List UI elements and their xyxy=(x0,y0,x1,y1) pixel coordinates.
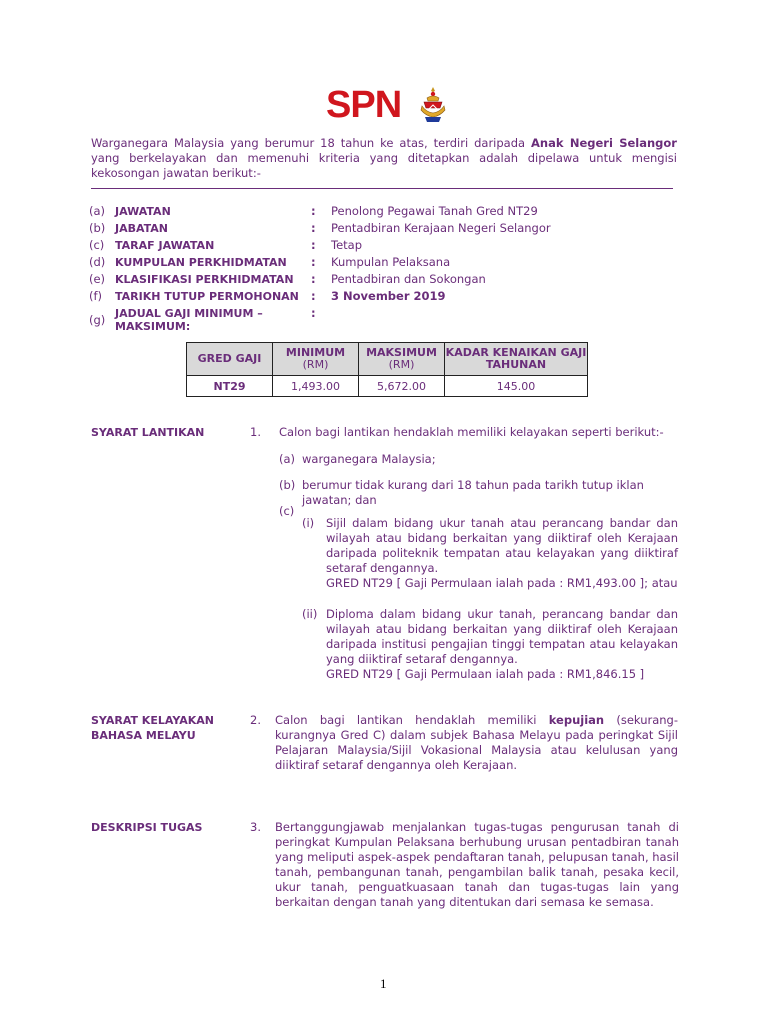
item-letter: (c) xyxy=(279,504,295,518)
cell-min: 1,493.00 xyxy=(273,376,359,397)
item-letter: (b) xyxy=(279,478,296,492)
row-value: Pentadbiran dan Sokongan xyxy=(331,272,486,286)
row-value: Penolong Pegawai Tanah Gred NT29 xyxy=(331,204,538,218)
row-label: KLASIFIKASI PERKHIDMATAN xyxy=(115,273,294,286)
row-label: JAWATAN xyxy=(115,205,171,218)
spn-logo-text: SPN xyxy=(326,84,402,126)
row-colon: : xyxy=(311,238,316,252)
info-row-klasifikasi-perkhidmatan xyxy=(89,271,689,288)
header-minimum: MINIMUM (RM) xyxy=(273,343,359,376)
row-colon: : xyxy=(311,221,316,235)
sub-item-gred: GRED NT29 [ Gaji Permulaan ialah pada : RM1,493.00 ]; atau xyxy=(326,576,678,590)
sub-item-roman: (i) xyxy=(302,516,315,530)
row-value: Pentadbiran Kerajaan Negeri Selangor xyxy=(331,221,551,235)
cell-grade: NT29 xyxy=(187,376,273,397)
intro-text-before: Warganegara Malaysia yang berumur 18 tahun ke atas, terdiri daripada xyxy=(91,136,532,150)
info-row-kumpulan-perkhidmatan xyxy=(89,254,689,271)
row-value: Tetap xyxy=(331,238,363,252)
salary-table-header-row xyxy=(187,343,588,376)
section-number: 1. xyxy=(250,425,261,439)
header-gred-gaji: GRED GAJI xyxy=(187,343,273,376)
section-number: 3. xyxy=(250,820,261,834)
deskripsi-text: Bertanggungjawab menjalankan tugas-tugas pengurusan tanah di peringkat Kumpulan Pelaksana berhubung urusan pentadbiran tanah yang meliputi aspek-aspek pendaftaran tanah, pelupusan tanah, hasil tanah, pembangunan tanah, pengambilan balik tanah, pesaka kecil, ukur tanah, penguatkuasaan tanah dan tugas-tugas lain yang berkaitan dengan tanah yang ditentukan dari semasa ke semasa. xyxy=(275,820,679,909)
salary-table xyxy=(186,342,588,397)
cell-max: 5,672.00 xyxy=(359,376,445,397)
sub-item-text: Diploma dalam bidang ukur tanah, perancang bandar dan wilayah atau bidang berkaitan yang diiktiraf oleh Kerajaan daripada institusi pengajian tinggi tempatan atau kelayakan yang diiktiraf setaraf dengannya. xyxy=(326,607,678,666)
section-label-syarat-bahasa: SYARAT KELAYAKAN BAHASA MELAYU xyxy=(91,714,214,742)
row-letter: (f) xyxy=(89,289,103,303)
row-value: Kumpulan Pelaksana xyxy=(331,255,451,269)
row-colon: : xyxy=(311,289,316,303)
row-label: TARIKH TUTUP PERMOHONAN xyxy=(115,290,299,303)
selangor-crest-icon xyxy=(418,86,448,124)
item-text: berumur tidak kurang dari 18 tahun pada tarikh tutup iklan jawatan; dan xyxy=(302,478,644,507)
sub-item-text: Sijil dalam bidang ukur tanah atau perancang bandar dan wilayah atau bidang berkaitan yang diiktiraf oleh Kerajaan daripada politeknik tempatan atau kelayakan yang diiktiraf setaraf dengannya. xyxy=(326,516,678,575)
header-maksimum: MAKSIMUM (RM) xyxy=(359,343,445,376)
info-row-jabatan xyxy=(89,220,689,237)
row-label: TARAF JAWATAN xyxy=(115,239,215,252)
item-letter: (a) xyxy=(279,452,296,466)
row-label: KUMPULAN PERKHIDMATAN xyxy=(115,256,287,269)
row-colon: : xyxy=(311,255,316,269)
header-kadar-kenaikan: KADAR KENAIKAN GAJI TAHUNAN xyxy=(445,343,588,376)
row-colon: : xyxy=(311,306,316,320)
info-row-taraf-jawatan xyxy=(89,237,689,254)
row-label: JADUAL GAJI MINIMUM – MAKSIMUM: xyxy=(115,307,263,333)
row-value: 3 November 2019 xyxy=(331,289,446,303)
syarat-bahasa-text: Calon bagi lantikan hendaklah memiliki kepujian (sekurang-kurangnya Gred C) dalam subjek Bahasa Melayu pada peringkat Sijil Pelajaran Malaysia/Sijil Vokasional Malaysia atau kelulusan yang diiktiraf setaraf dengannya oleh Kerajaan. xyxy=(275,713,678,772)
job-info-list xyxy=(89,203,689,335)
spn-logo xyxy=(326,84,451,126)
intro-text-after: yang berkelayakan dan memenuhi kriteria yang ditetapkan adalah dipelawa untuk mengisi kekosongan jawatan berikut:- xyxy=(91,151,677,180)
cell-increment: 145.00 xyxy=(445,376,588,397)
section-label-deskripsi-tugas: DESKRIPSI TUGAS xyxy=(91,821,203,834)
row-letter: (a) xyxy=(89,204,106,218)
row-colon: : xyxy=(311,272,316,286)
info-row-jadual-gaji xyxy=(89,305,689,335)
info-row-jawatan xyxy=(89,203,689,220)
intro-bold: Anak Negeri Selangor xyxy=(531,136,677,150)
item-text: warganegara Malaysia; xyxy=(302,452,436,466)
row-letter: (e) xyxy=(89,272,106,286)
row-colon: : xyxy=(311,204,316,218)
row-label: JABATAN xyxy=(115,222,169,235)
table-row xyxy=(187,376,588,397)
page-number: 1 xyxy=(380,976,387,991)
syarat-intro: Calon bagi lantikan hendaklah memiliki kelayakan seperti berikut:- xyxy=(279,425,664,439)
sub-item-roman: (ii) xyxy=(302,607,318,621)
section-number: 2. xyxy=(250,713,261,727)
intro-paragraph xyxy=(91,136,677,181)
section-label-syarat-lantikan: SYARAT LANTIKAN xyxy=(91,426,205,439)
sub-item-gred: GRED NT29 [ Gaji Permulaan ialah pada : RM1,846.15 ] xyxy=(326,667,645,681)
divider-line xyxy=(91,188,673,189)
row-letter: (g) xyxy=(89,313,106,327)
row-letter: (c) xyxy=(89,238,105,252)
row-letter: (d) xyxy=(89,255,106,269)
row-letter: (b) xyxy=(89,221,106,235)
info-row-tarikh-tutup xyxy=(89,288,689,305)
